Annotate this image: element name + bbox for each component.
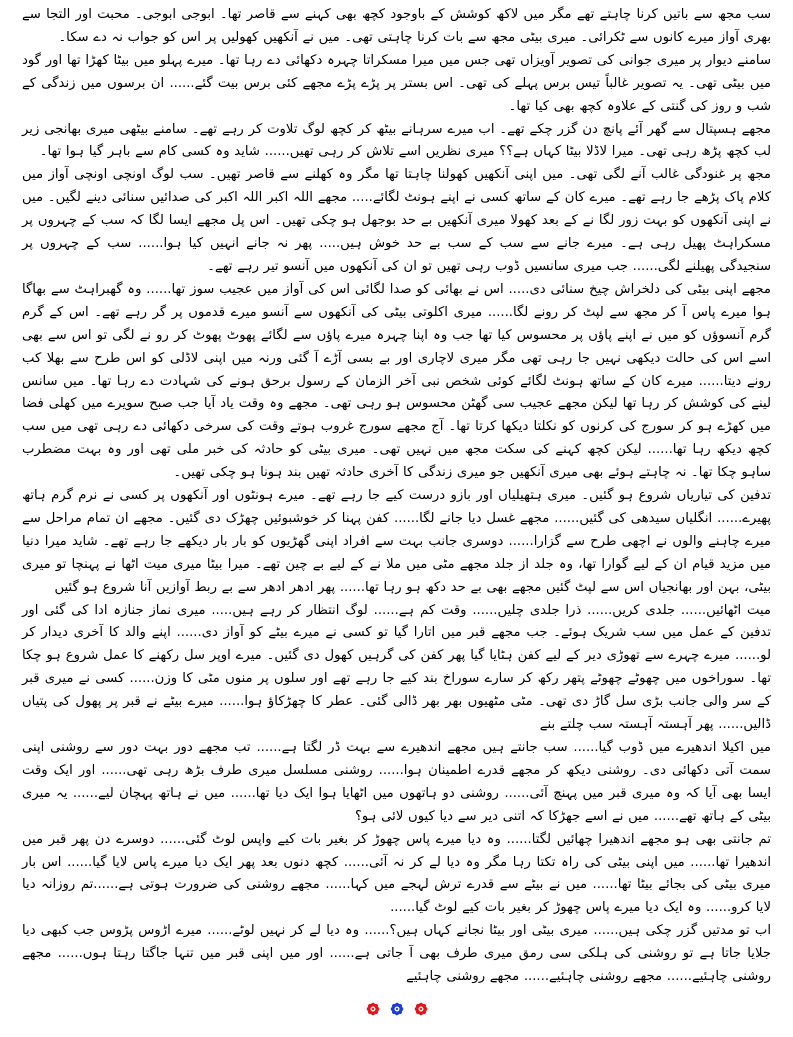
- story-paragraph: میں اکیلا اندھیرے میں ڈوب گیا...... سب جانتے ہیں مجھے اندھیرے سے بہت ڈر لگتا ہے...... تب مجھے دور بہت دور سے روشنی اپنی سمت آتی دکھائی دی۔ روشنی دیکھ کر مجھے قدرے اطمینان ہوا...... روشنی مسلسل میری طرف بڑھ رہی تھی...... اور ایک وقت ایسا بھی آیا کہ وہ میری قبر میں پہنچ آئی...... روشنی دو ہاتھوں میں اٹھایا ہوا ایک دیا تھا...... میں نے ہاتھ پہچان لیے...... یہ میری بیٹی کے ہاتھ تھے...... میں نے اسے جھڑکا کہ اتنی دیر سے دیا کیوں لائی ہو؟: [22, 740, 771, 824]
- red-flower-icon: [414, 1002, 428, 1016]
- story-paragraph: اب تو مدتیں گزر چکی ہیں...... میری بیٹی اور بیٹا نجانے کہاں ہیں؟...... وہ دیا لے کر نہیں لوٹے...... میرے اڑوس پڑوس جب کبھی دیا جلایا جاتا ہے تو روشنی کی ہلکی سی رمق میری طرف بھی آ جاتی ہے...... اور میں اپنی قبر میں تنہا جاگتا رہتا ہوں...... مجھے روشنی چاہئیے...... مجھے روشنی چاہئیے...... مجھے روشنی چاہئیے: [22, 923, 771, 985]
- story-paragraph: سامنے دیوار پر میری جوانی کی تصویر آویزاں تھی جس میں میرا مسکراتا چہرہ دکھائی دے رہا تھا۔ میرے پہلو میں بیٹا کھڑا تھا اور گود میں بیٹی تھی۔ یہ تصویر غالباً تیس برس پہلے کی تھی۔ اس بستر پر پڑے پڑے مجھے کئی برس بیت گئے...... ان برسوں میں زندگی کے شب و روز کی گنتی کے علاوہ کچھ بھی کیا تھا۔: [22, 52, 771, 114]
- story-paragraph: مجھے ہسپتال سے گھر آئے پانچ دن گزر چکے تھے۔ اب میرے سرہانے بیٹھ کر کچھ لوگ تلاوت کر رہے تھے۔ سامنے بیٹھی میری بھانجی زیر لب کچھ پڑھ رہی تھی۔ میرا لاڈلا بیٹا کہاں ہے؟؟ میری نظریں اسے تلاش کر رہی تھیں...... شاید وہ کسی کام سے باہر گیا ہوا تھا۔: [22, 121, 771, 160]
- story-paragraph: مجھ پر غنودگی غالب آنے لگی تھی۔ میں اپنی آنکھیں کھولنا چاہتا تھا مگر وہ کھلنے سے قاصر تھیں۔ سب لوگ اونچی اونچی آواز میں کلام پاک پڑھے جا رہے تھے۔ میرے کان کے ساتھ کسی نے اپنے ہونٹ لگائے..... مجھے اللہ اکبر اللہ اکبر کی صدائیں سنائی دینے لگیں۔ میں نے اپنی آنکھوں کو بہت زور لگا نے کے بعد کھولا میری آنکھیں بے حد بوجھل ہو چکی تھیں۔ اس پل مجھے ایسا لگا کہ سب کے چہروں پر مسکراہٹ پھیل رہی ہے۔ میرے جانے سے سب کے سب بے حد خوش ہیں..... پھر نہ جانے انہیں کیا ہوا...... سب کے چہروں پر سنجیدگی پھیلنے لگی...... جب میری سانسیں ڈوب رہی تھیں تو ان کی آنکھوں میں آنسو تیر رہے تھے۔: [22, 167, 771, 274]
- red-flower-icon: [366, 1002, 380, 1016]
- story-paragraph: تدفین کی تیاریاں شروع ہو گئیں۔ میری ہتھیلیاں اور بازو درست کیے جا رہے تھے۔ میرے ہونٹوں اور آنکھوں پر کسی نے نرم گرم ہاتھ پھیرے...... انگلیاں سیدھی کی گئیں...... مجھے غسل دیا جانے لگا...... کفن پہنا کر خوشبوئیں چھڑک دی گئیں۔ مجھے ان تمام مراحل سے میرے چاہنے والوں نے اچھی طرح سے گزارا...... دوسری جانب بہت سے افراد اپنی گھڑیوں کو بار بار دیکھے جا رہے تھے۔ شاید میرا دنیا میں مزید قیام ان کے لیے گوارا تھا، وہ جلد از جلد مجھے مٹی میں ملا نے کے لیے بے چین تھے۔ میرا بیٹا میری میت اٹھا نے پہنچا تو میری بیٹی، بہن اور بھانجیاں اس سے لپٹ گئیں مجھے بھی بے حد دکھ ہو رہا تھا...... پھر ادھر ادھر سے بے ربط آوازیں آنا شروع ہو گئیں: [22, 488, 771, 595]
- story-paragraph: سب مجھ سے باتیں کرنا چاہتے تھے مگر میں لاکھ کوشش کے باوجود کچھ بھی کہنے سے قاصر تھا۔ ابوجی ابوجی۔ محبت اور التجا سے بھری آواز میرے کانوں سے ٹکرائی۔ میری بیٹی مجھ سے بات کرنا چاہتی تھی۔ میں نے آنکھیں کھولیں پر اس کو جواب نہ دے سکا۔: [22, 7, 771, 45]
- section-end-ornament: [0, 1002, 793, 1022]
- story-paragraph: مجھے اپنی بیٹی کی دلخراش چیخ سنائی دی..... اس نے بھائی کو صدا لگائی اس کی آواز میں عجیب سوز تھا...... وہ گھبراہٹ سے بھاگا ہوا میرے پاس آ کر مجھ سے لپٹ کر رونے لگا...... میری اکلوتی بیٹی کی آنکھوں سے آنسو میرے قدموں پر گر رہے تھے۔ اس کے گرم گرم آنسوؤں کو میں نے اپنے پاؤں پر محسوس کیا تھا جب وہ اپنا چہرہ میرے پاؤں سے لگائے پھوٹ پھوٹ کر رو نے لگی تو اس سے بھی اسے اس کی حالت دیکھی نہیں جا رہی تھی مگر میری لاچاری اور بے بسی آڑے آ گئی ورنہ میں اپنی لاڈلی کو اس طرح سے بھلا کب رونے دیتا...... میرے کان کے ساتھ ہونٹ لگائے کوئی شخص نبی آخر الزمان کے رسول برحق ہونے کی شہادت دے رہا تھا۔ میں سانس لینے کی کوشش کر رہا تھا لیکن مجھے عجیب سی گھٹن محسوس ہو رہی تھی۔ مجھے وہ وقت یاد آیا جب صبح سویرے میں کھلی فضا میں کھڑے ہو کر سورج کی کرنوں کو نکلتا دیکھا کرتا تھا۔ آج مجھے سورج غروب ہوتے وقت کی سرخی دکھائی دے رہی تھی میں سب کچھ دیکھ رہا تھا...... لیکن کچھ کہنے کی سکت مجھ میں نہیں تھی۔ میری بیٹی کو حادثہ کی خبر ملی تھی اور وہ بہت مضطرب ساہو چکا تھا۔ نہ چاہتے ہوئے بھی میری آنکھیں جو میری زندگی کا آخری حادثہ تھیں بند ہونا ہو چکی تھیں۔: [22, 281, 771, 481]
- story-text: [22, 4, 771, 989]
- blue-flower-icon: [390, 1002, 404, 1016]
- story-paragraph: میت اٹھائیں...... جلدی کریں...... ذرا جلدی چلیں...... وقت کم ہے...... لوگ انتظار کر رہے ہیں..... میری نماز جنازہ ادا کی گئی اور تدفین کے عمل میں سب شریک ہوئے۔ جب مجھے قبر میں اتارا گیا تو کسی نے میرے بیٹے کو آواز دی...... اپنے والد کا آخری دیدار کر لو...... میرے چہرے سے تھوڑی دیر کے لیے کفن ہٹایا گیا پھر کفن کی گرہیں کھول دی گئیں۔ میرے اوپر سل رکھنے کا عمل شروع ہو چکا تھا۔ سوراخوں میں چھوٹے چھوٹے پتھر رکھ کر سارے سوراخ بند کیے جا رہے تھے اور سلوں پر منوں مٹی کا وزن...... کسی نے میری قبر کے سر والی جانب بڑی سل گاڑ دی تھی۔ مٹی مٹھیوں بھر بھر ڈالی گئی۔ عطر کا چھڑکاؤ ہوا...... میرے بیٹے نے قبر پر پھول کی پتیاں ڈالیں...... پھر آہستہ آہستہ سب چلتے بنے: [22, 602, 771, 733]
- story-paragraph: تم جانتی بھی ہو مجھے اندھیرا چھائیں لگتا...... وہ دیا میرے پاس چھوڑ کر بغیر بات کیے واپس لوٹ گئی...... دوسرے دن پھر قبر میں اندھیرا تھا...... میں اپنی بیٹی کی راہ تکتا رہا مگر وہ دیا لے کر نہ آئی...... کچھ دنوں بعد پھر ایک دیا میرے پاس لایا گیا...... اس بار میری بیٹی کی بجائے بیٹا تھا...... میں نے بیٹے سے قدرے ترش لہجے میں کہا...... مجھے روشنی کی ضرورت ہوتی ہے......تم روزانہ دیا لایا کرو...... وہ ایک دیا میرے پاس چھوڑ کر بغیر بات کیے لوٹ گیا......: [22, 831, 771, 916]
